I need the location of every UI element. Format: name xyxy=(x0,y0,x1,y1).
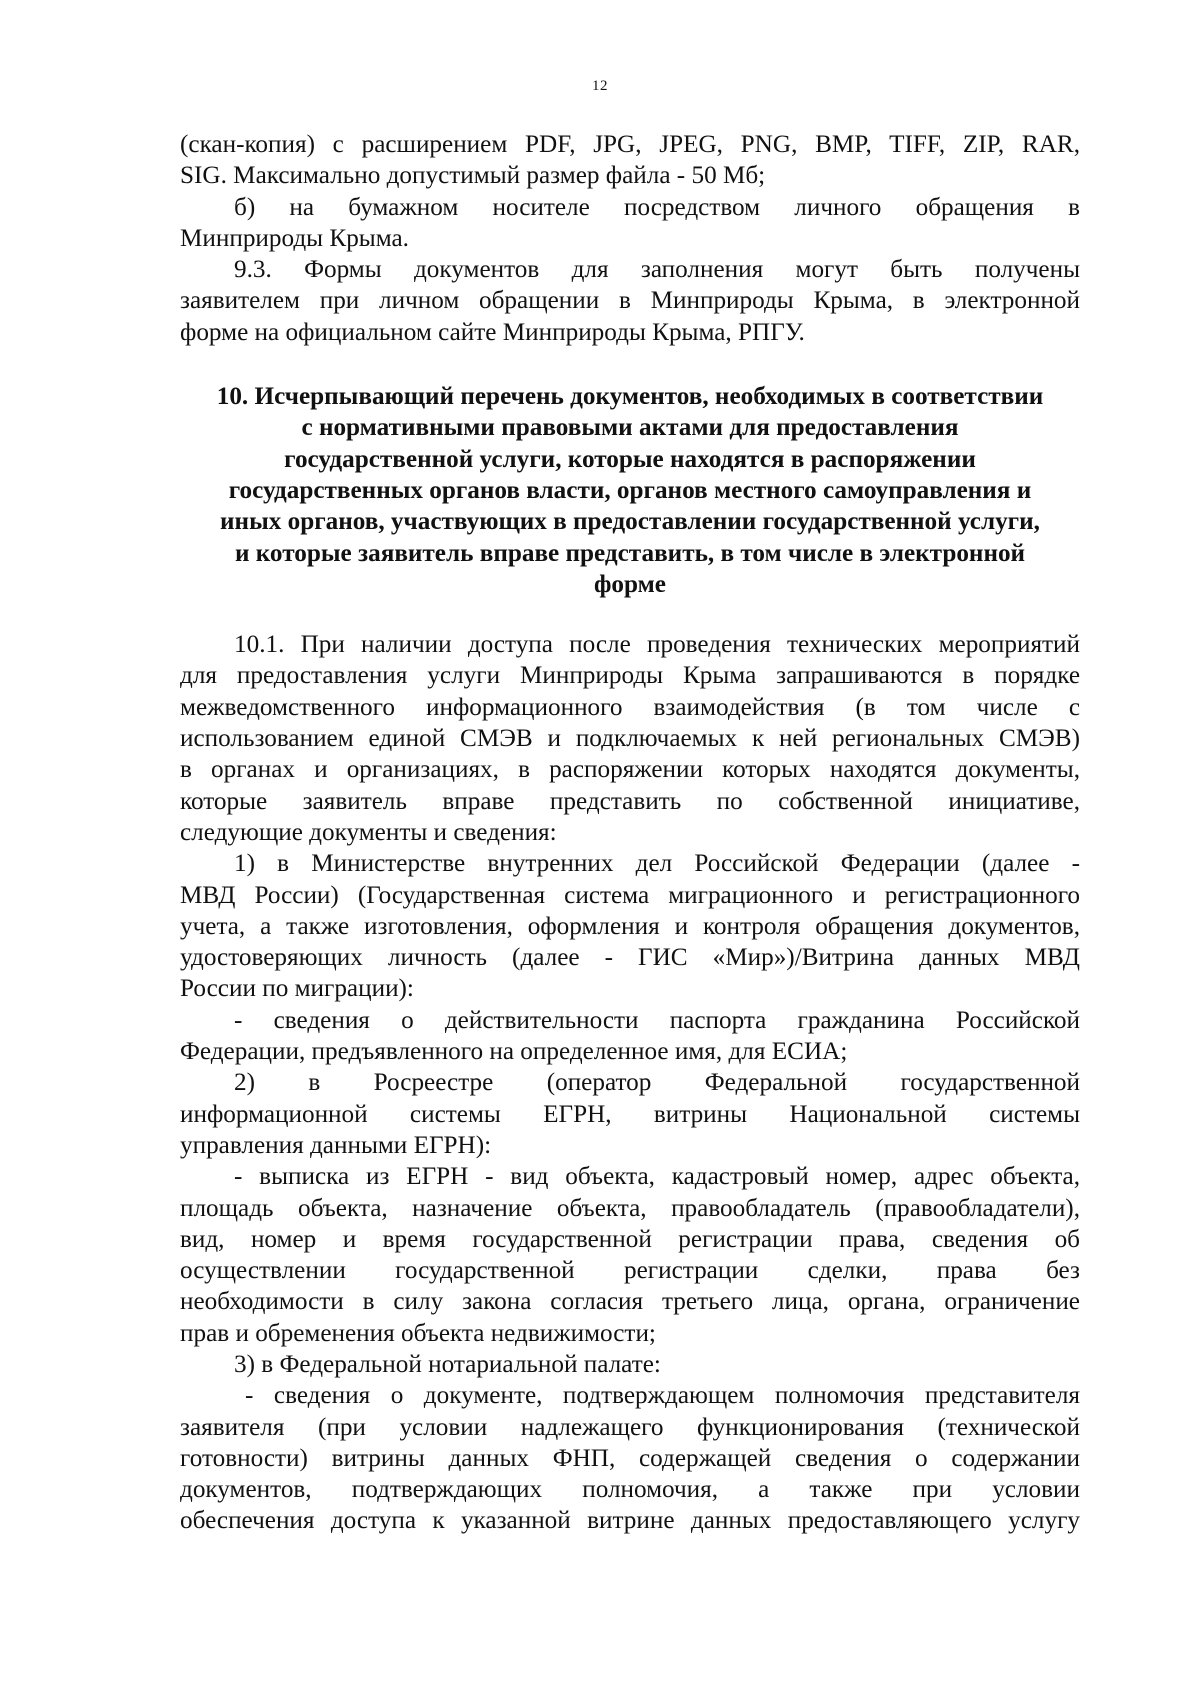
text-line: 1) в Министерстве внутренних дел Российской Федерации (далее - xyxy=(234,850,1080,878)
text-line: готовности) витрины данных ФНП, содержащей сведения о содержании xyxy=(180,1444,1080,1472)
text-line: для предоставления услуги Минприроды Крыма запрашиваются в порядке xyxy=(180,662,1080,690)
heading-line: государственных органов власти, органов местного самоуправления и xyxy=(228,476,1032,504)
heading-line: и которые заявитель вправе представить, в том числе в электронной xyxy=(234,539,1026,567)
text-line: форме на официальном сайте Минприроды Крыма, РПГУ. xyxy=(180,318,805,346)
list-item-rosreestr xyxy=(180,1067,1080,1161)
text-line: учета, а также изготовления, оформления и контроля обращения документов, xyxy=(180,912,1080,940)
text-line: управления данными ЕГРН): xyxy=(180,1131,492,1159)
section-heading-10 xyxy=(180,381,1080,600)
text-line: следующие документы и сведения: xyxy=(180,818,557,846)
text-line: межведомственного информационного взаимодействия (в том числе с xyxy=(180,693,1080,721)
paragraph-scan-formats xyxy=(180,129,1080,192)
text-line: осуществлении государственной регистрации сделки, права без xyxy=(180,1257,1080,1285)
text-line: Федерации, предъявленного на определенное имя, для ЕСИА; xyxy=(180,1038,848,1066)
list-subitem-egrn xyxy=(180,1161,1080,1349)
paragraph-paper-submission xyxy=(180,192,1080,255)
text-line: использованием единой СМЭВ и подключаемых к ней региональных СМЭВ) xyxy=(180,725,1080,753)
text-line: 3) в Федеральной нотариальной палате: xyxy=(234,1350,661,1378)
heading-line: с нормативными правовыми актами для предоставления xyxy=(301,414,959,442)
text-line: вид, номер и время государственной регистрации права, сведения об xyxy=(180,1225,1080,1253)
text-line: обеспечения доступа к указанной витрине данных предоставляющего услугу xyxy=(180,1507,1080,1535)
text-line: (скан-копия) с расширением PDF, JPG, JPEG, PNG, BMP, TIFF, ZIP, RAR, xyxy=(180,131,1080,158)
text-line: заявителем при личном обращении в Минприроды Крыма, в электронной xyxy=(180,287,1080,315)
text-line: - выписка из ЕГРН - вид объекта, кадастровый номер, адрес объекта, xyxy=(234,1163,1080,1191)
list-subitem-representative xyxy=(180,1380,1080,1536)
text-line: заявителя (при условии надлежащего функционирования (технической xyxy=(180,1413,1080,1441)
text-line: 2) в Росреестре (оператор Федеральной государственной xyxy=(234,1069,1080,1097)
text-line: SIG. Максимально допустимый размер файла - 50 Мб; xyxy=(180,162,766,190)
paragraph-10-1 xyxy=(180,629,1080,848)
paragraph-9-3 xyxy=(180,254,1080,348)
text-line: площадь объекта, назначение объекта, правообладатель (правообладатели), xyxy=(180,1194,1080,1222)
text-line: 10.1. При наличии доступа после проведения технических мероприятий xyxy=(234,631,1080,659)
text-line: необходимости в силу закона согласия третьего лица, органа, ограничение xyxy=(180,1288,1080,1316)
text-line: информационной системы ЕГРН, витрины Национальной системы xyxy=(180,1100,1080,1128)
text-line: - сведения о действительности паспорта гражданина Российской xyxy=(234,1006,1080,1034)
text-line: документов, подтверждающих полномочия, а также при условии xyxy=(180,1476,1080,1504)
document-body xyxy=(180,129,1080,1537)
text-line: - сведения о документе, подтверждающем полномочия представителя xyxy=(245,1382,1080,1410)
text-line: в органах и организациях, в распоряжении которых находятся документы, xyxy=(180,756,1080,784)
text-line: МВД России) (Государственная система миграционного и регистрационного xyxy=(180,881,1080,909)
heading-line: иных органов, участвующих в предоставлении государственной услуги, xyxy=(220,508,1040,536)
heading-line: государственной услуги, которые находятся в распоряжении xyxy=(284,445,976,473)
page-number: 12 xyxy=(592,78,608,94)
text-line: которые заявитель вправе представить по собственной инициативе, xyxy=(180,787,1080,815)
text-line: Минприроды Крыма. xyxy=(180,224,409,252)
heading-line: форме xyxy=(594,570,666,598)
text-line: России по миграции): xyxy=(180,975,414,1003)
list-item-mvd xyxy=(180,848,1080,1004)
heading-line: 10. Исчерпывающий перечень документов, необходимых в соответствии xyxy=(216,383,1044,411)
text-line: удостоверяющих личность (далее - ГИС «Мир»)/Витрина данных МВД xyxy=(180,944,1080,972)
list-subitem-passport xyxy=(180,1005,1080,1068)
text-line: прав и обременения объекта недвижимости; xyxy=(180,1319,656,1347)
list-item-notary xyxy=(180,1349,1080,1380)
text-line: б) на бумажном носителе посредством личного обращения в xyxy=(234,193,1080,221)
text-line: 9.3. Формы документов для заполнения могут быть получены xyxy=(234,256,1080,284)
